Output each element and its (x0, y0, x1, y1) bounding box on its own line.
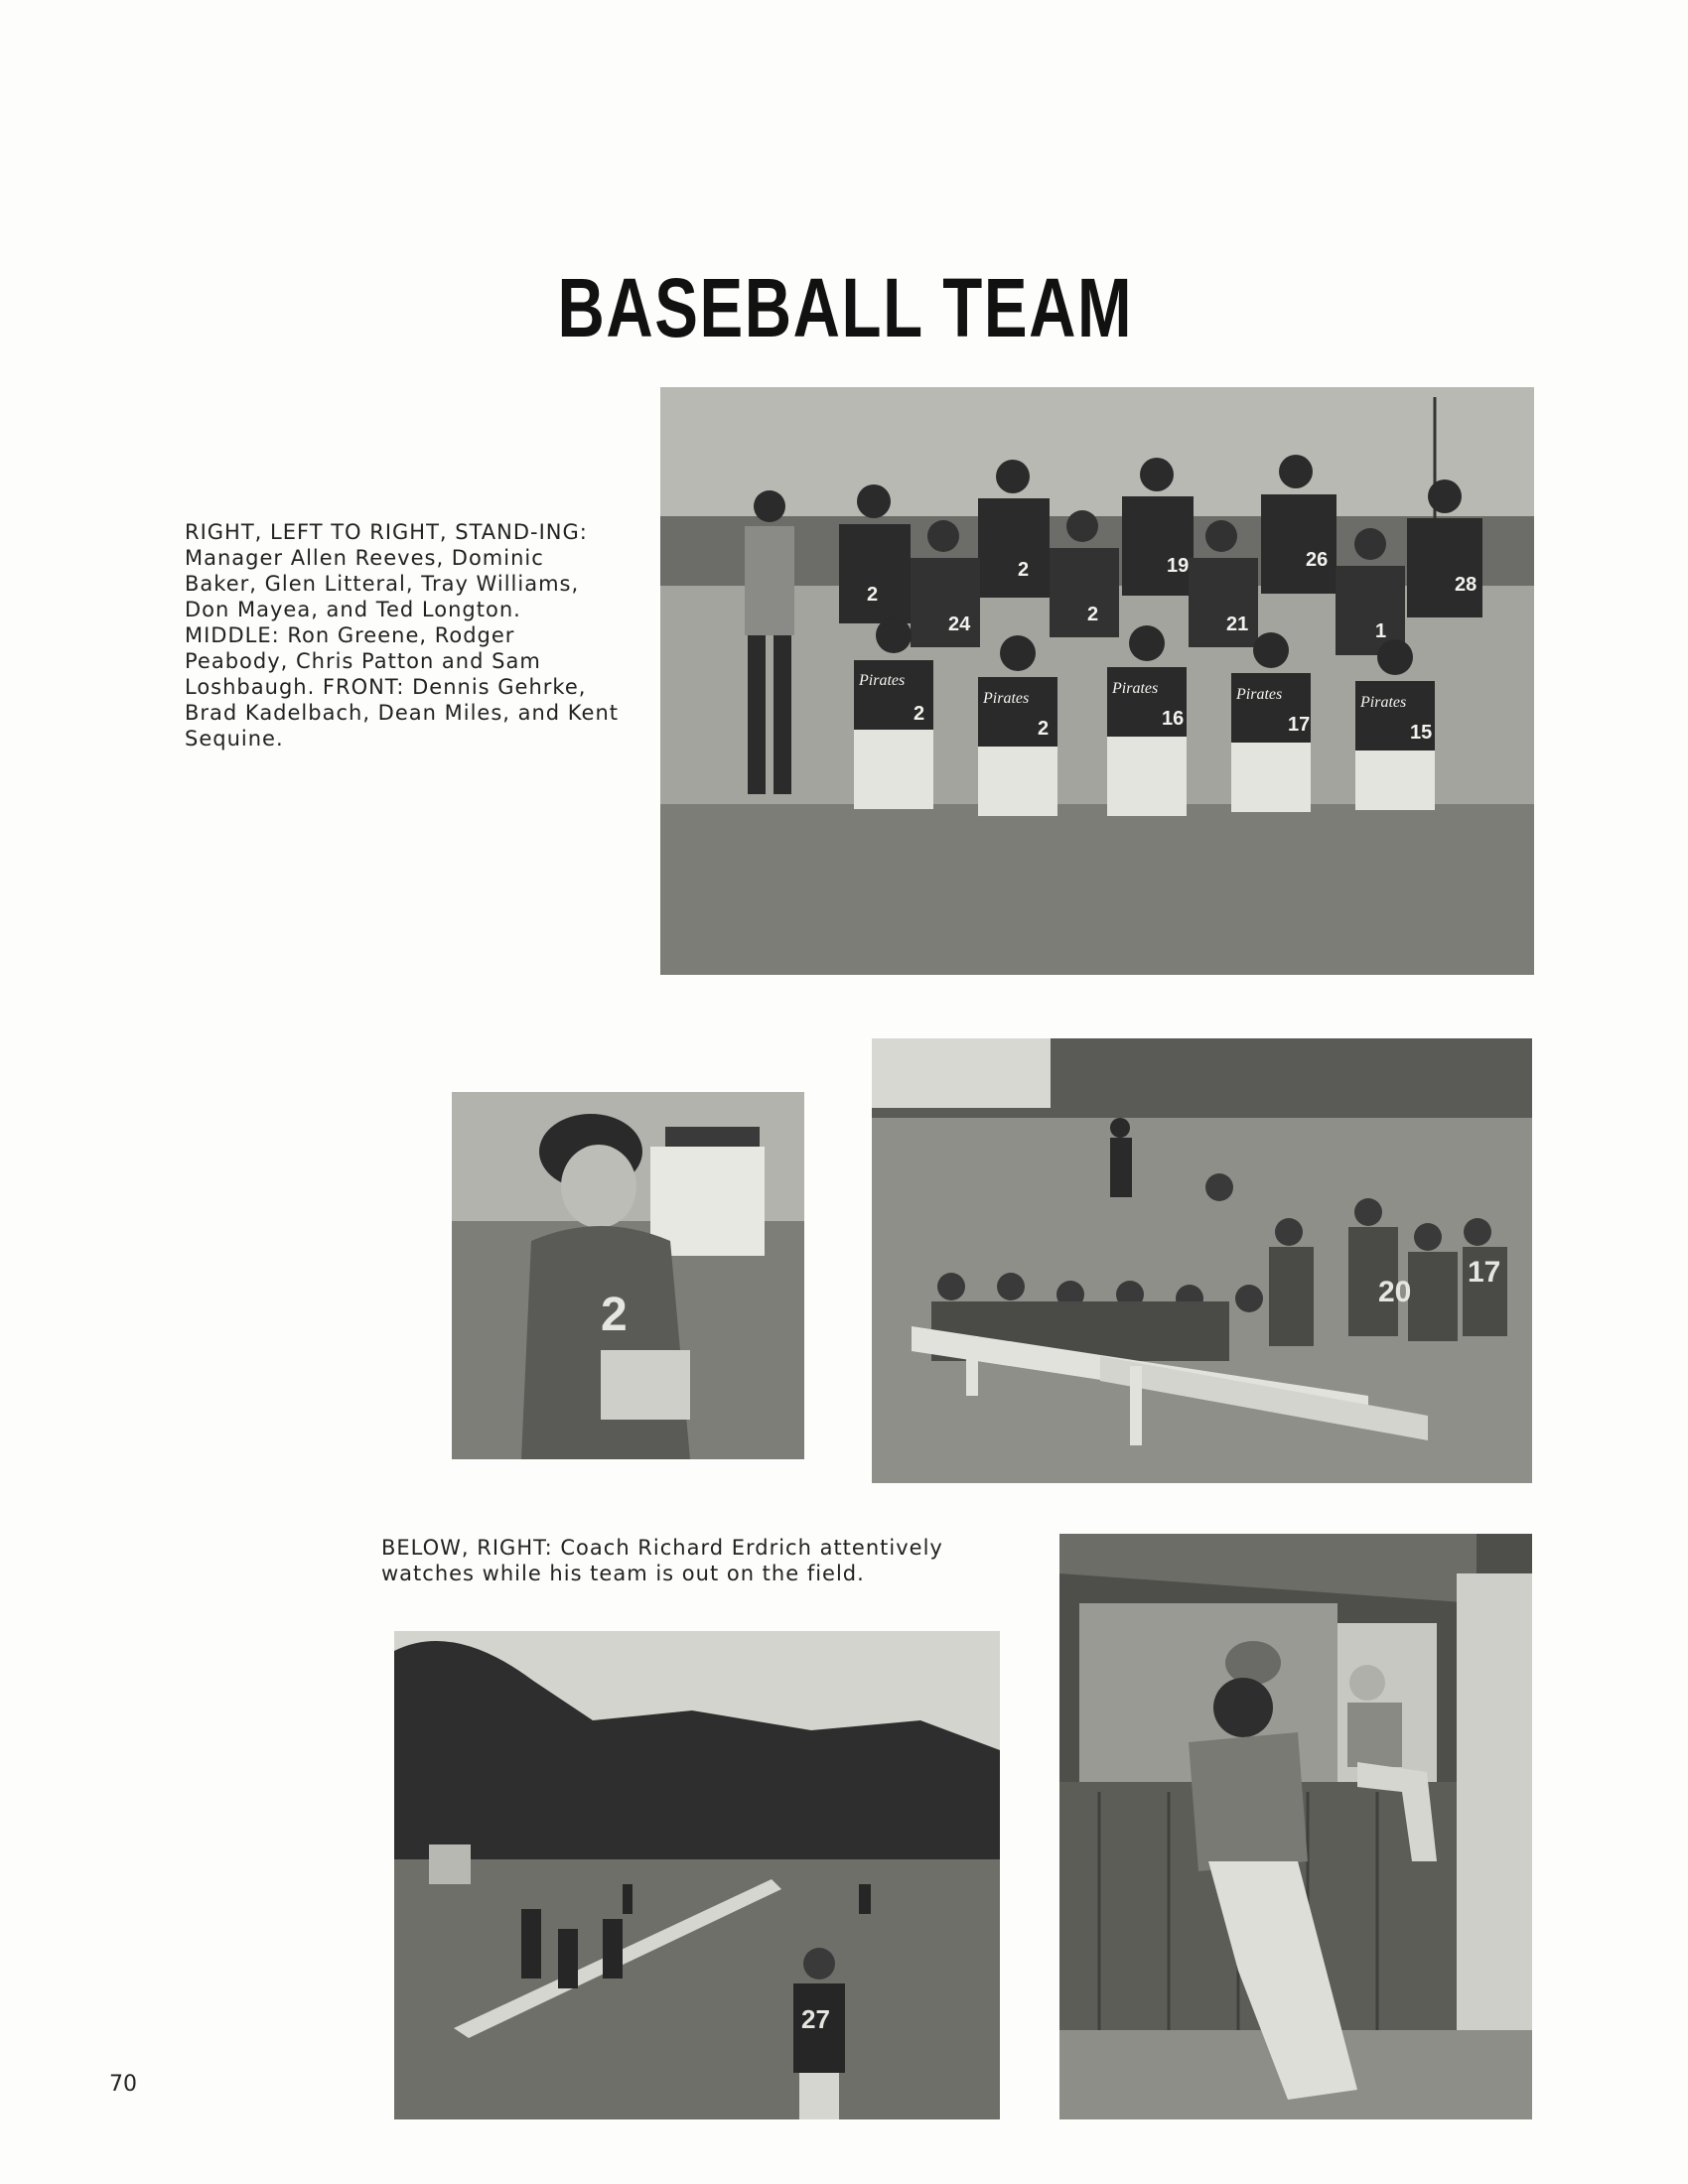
jersey-number: 2 (914, 703, 925, 725)
jersey-number: 2 (1038, 718, 1050, 740)
jersey-number: 2 (601, 1289, 628, 1341)
jersey-number: 24 (948, 614, 971, 635)
jersey-number: 20 (1378, 1276, 1412, 1308)
bench-photo (872, 1038, 1532, 1483)
jersey-number: 2 (1087, 604, 1099, 625)
jersey-script: Pirates (983, 690, 1030, 707)
jersey-script: Pirates (1360, 694, 1407, 711)
page-title: BASEBALL TEAM (557, 261, 1134, 354)
jersey-number: 1 (1375, 620, 1387, 642)
jersey-number: 26 (1306, 549, 1329, 571)
jersey-number: 19 (1167, 555, 1190, 577)
team-photo-caption: RIGHT, LEFT TO RIGHT, STAND-ING: Manager Allen Reeves, Dominic Baker, Glen Litteral, Tray Williams, Don Mayea, and Ted Longton. MIDDLE: Ron Greene, Rodger Peabody, Chris Patton and Sam Loshbaugh. FRONT: Dennis Gehrke, Brad Kadelbach, Dean Miles, and Kent Sequine. (185, 520, 619, 751)
jersey-script: Pirates (859, 672, 906, 689)
jersey-number: 21 (1226, 614, 1249, 635)
coach-photo-caption: BELOW, RIGHT: Coach Richard Erdrich attentively watches while his team is out on the field. (381, 1536, 943, 1585)
coach-dugout-photo (1059, 1534, 1532, 2119)
jersey-script: Pirates (1236, 686, 1283, 703)
jersey-number: 28 (1455, 574, 1477, 596)
jersey-number: 27 (801, 2004, 830, 2034)
jersey-number: 17 (1288, 714, 1311, 736)
jersey-number: 16 (1162, 708, 1185, 730)
jersey-number: 15 (1410, 722, 1433, 744)
team-photo (660, 387, 1534, 975)
batter-portrait-photo (452, 1092, 804, 1459)
jersey-number: 2 (867, 584, 879, 606)
jersey-number: 2 (1018, 559, 1030, 581)
jersey-script: Pirates (1112, 680, 1159, 697)
page-number: 70 (109, 2072, 137, 2097)
batter-at-plate-photo (394, 1631, 1000, 2119)
jersey-number: 17 (1468, 1256, 1501, 1289)
